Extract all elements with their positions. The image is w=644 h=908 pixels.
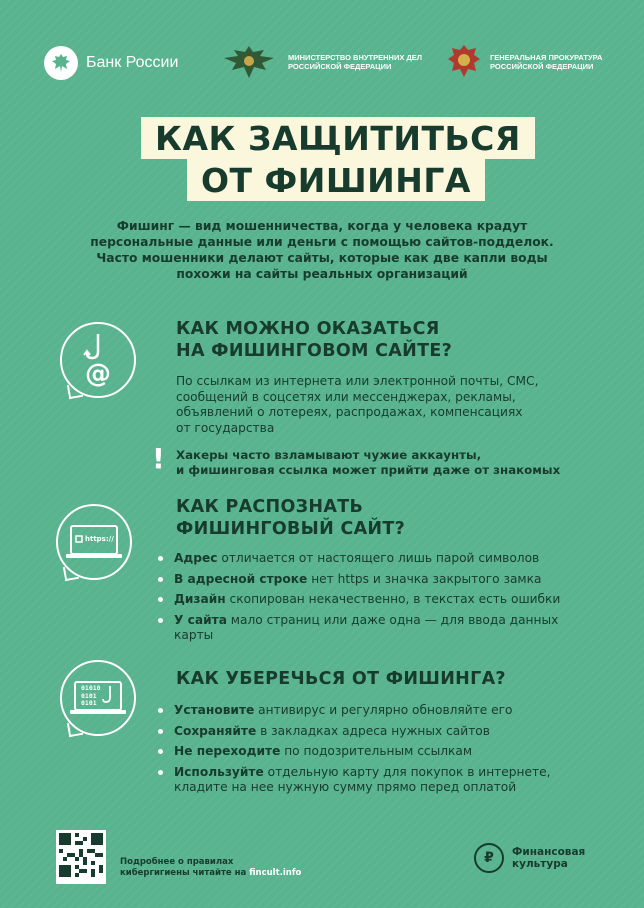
qr-code-icon <box>59 833 103 877</box>
bubble-tail <box>63 565 79 581</box>
bullet-dot <box>158 770 163 775</box>
list-item <box>158 765 584 796</box>
item-bold: Адрес <box>174 551 218 565</box>
item-text: в закладках адреса нужных сайтов <box>256 723 490 738</box>
intro-line: персональные данные или деньги с помощью сайтов-подделок. <box>90 235 554 249</box>
item-text: нет https и значка закрытого замка <box>307 571 542 586</box>
footer-line2 <box>120 868 301 879</box>
intro-line: Часто мошенники делают сайты, которые как две капли воды <box>96 251 548 265</box>
prosecutor-name-line2: РОССИЙСКОЙ ФЕДЕРАЦИИ <box>490 62 594 71</box>
footer-line1: Подробнее о правилах <box>120 857 234 867</box>
list-item <box>158 572 598 588</box>
bullet-dot <box>158 597 163 602</box>
section2-list <box>158 551 598 644</box>
section2-title <box>176 496 405 540</box>
item-text: скопирован некачественно, в текстах есть ошибки <box>225 592 561 606</box>
title-line2: ОТ ФИШИНГА <box>187 159 485 201</box>
mvd-name-line1: МИНИСТЕРСТВО ВНУТРЕННИХ ДЕЛ <box>288 52 423 62</box>
title-line1: КАК ЗАЩИТИТЬСЯ <box>141 117 535 159</box>
item-bold: Используйте <box>174 764 264 779</box>
bullet-dot <box>158 556 163 561</box>
item-bold: Сохраняйте <box>174 723 257 738</box>
item-text: отдельную карту для покупок в интернете, кладите на нее нужную сумму прямо перед оплатой <box>174 764 551 794</box>
item-text: по подозрительным ссылкам <box>280 744 473 758</box>
footer-more-info <box>120 857 301 879</box>
section1-text-line: По ссылкам из интернета или электронной почты, СМС, <box>176 374 539 388</box>
bubble-tail <box>67 383 83 399</box>
svg-text:@: @ <box>85 359 111 389</box>
item-text: отличается от настоящего лишь парой символов <box>217 551 540 565</box>
item-text: мало страниц или даже одна — для ввода данных карты <box>174 612 559 642</box>
intro-line: Фишинг — вид мошенничества, когда у человека крадут <box>116 219 528 233</box>
bank-name: Банк России <box>86 54 179 71</box>
fincult-link[interactable]: fincult.info <box>249 868 302 878</box>
fincult-logo <box>474 843 585 873</box>
list-item <box>158 724 598 740</box>
section1-title-line2: НА ФИШИНГОВОМ САЙТЕ? <box>176 341 453 361</box>
list-item <box>158 551 598 567</box>
ruble-symbol: ₽ <box>484 850 494 866</box>
section2-title-line1: КАК РАСПОЗНАТЬ <box>176 497 364 517</box>
intro-text <box>62 218 582 282</box>
warning-line: Хакеры часто взламывают чужие аккаунты, <box>176 448 482 462</box>
https-label: https:// <box>85 535 114 543</box>
bank-russia-logo <box>44 46 178 80</box>
bullet-dot <box>158 749 163 754</box>
bubble-tail <box>67 721 83 737</box>
section1-text <box>176 374 538 436</box>
bullet-dot <box>158 618 163 623</box>
bullet-dot <box>158 708 163 713</box>
prosecutor-emblem-icon <box>446 43 482 81</box>
mvd-logo <box>220 44 422 80</box>
binary-line: 0101 <box>81 691 97 700</box>
list-item <box>158 744 598 760</box>
item-bold: Не переходите <box>174 744 281 758</box>
eagle-emblem-icon <box>44 46 78 80</box>
item-text: антивирус и регулярно обновляйте его <box>254 703 513 717</box>
warning-text <box>176 448 560 478</box>
mvd-name-line2: РОССИЙСКОЙ ФЕДЕРАЦИИ <box>288 62 392 71</box>
item-bold: У сайта <box>174 612 227 627</box>
warning-line: и фишинговая ссылка может прийти даже от знакомых <box>176 463 561 477</box>
section1-text-line: от государства <box>176 420 275 435</box>
section1-title <box>176 318 452 362</box>
section1-text-line: объявлений о лотереях, распродажах, компенсациях <box>176 405 523 419</box>
intro-line: похожи на сайты реальных организаций <box>176 267 468 281</box>
qr-code[interactable] <box>56 830 106 884</box>
item-bold: Дизайн <box>174 592 226 606</box>
fincult-name-line2: культура <box>512 858 568 870</box>
binary-line: 0101 <box>81 699 97 707</box>
section2-title-line2: ФИШИНГОВЫЙ САЙТ? <box>176 519 406 539</box>
footer-line2-text: кибергигиены читайте на <box>120 868 250 878</box>
bullet-dot <box>158 729 163 734</box>
binary-label <box>81 685 101 708</box>
section1-title-line1: КАК МОЖНО ОКАЗАТЬСЯ <box>176 319 440 339</box>
ruble-circle-icon <box>474 843 504 873</box>
list-item <box>158 613 598 644</box>
list-item <box>158 703 598 719</box>
binary-line: 01010 <box>81 684 101 692</box>
item-bold: Установите <box>174 703 255 717</box>
section1-text-line: сообщений в соцсетях или мессенджерах, рекламы, <box>176 389 516 404</box>
fincult-name-line1: Финансовая <box>512 846 586 858</box>
bullet-dot <box>158 577 163 582</box>
list-item <box>158 592 598 608</box>
section3-list <box>158 703 598 796</box>
mvd-emblem-icon <box>220 44 278 80</box>
prosecutor-logo <box>446 43 602 81</box>
item-bold: В адресной строке <box>174 571 308 586</box>
prosecutor-name-line1: ГЕНЕРАЛЬНАЯ ПРОКУРАТУРА <box>490 52 603 62</box>
section3-title <box>176 668 506 690</box>
warning-icon: ! <box>152 442 165 475</box>
section3-title-line1: КАК УБЕРЕЧЬСЯ ОТ ФИШИНГА? <box>176 669 506 689</box>
